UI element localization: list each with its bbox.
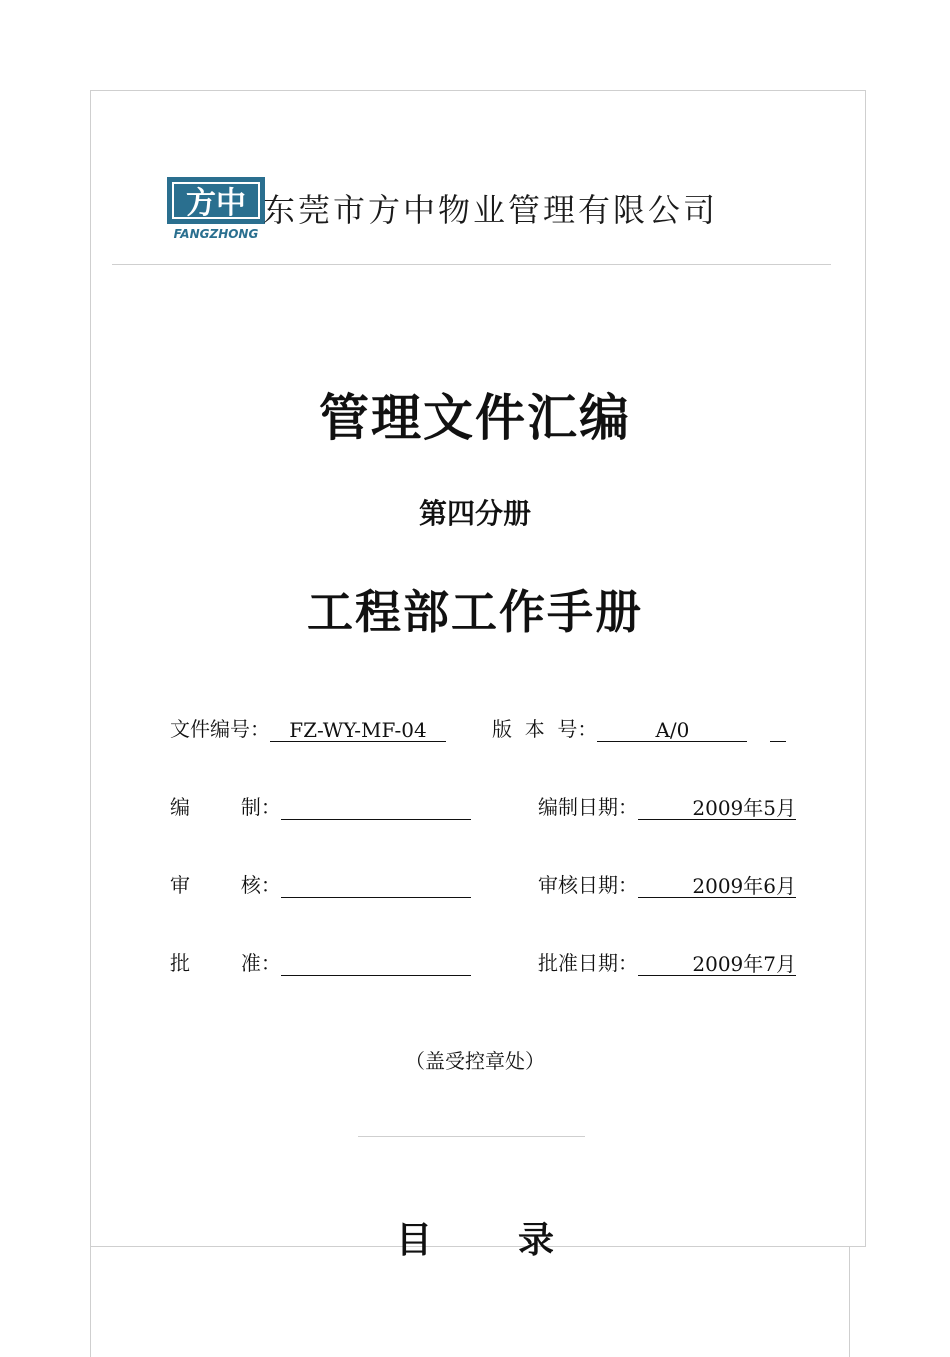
- main-title: 管理文件汇编: [319, 389, 631, 447]
- approve-row: [170, 947, 471, 976]
- department-title: 工程部工作手册: [307, 585, 643, 639]
- approve-label: 批 准：: [170, 951, 281, 975]
- toc-char-1: 目: [395, 1220, 432, 1261]
- doc-number-label: 文件编号：: [170, 717, 270, 741]
- compiled-date-value: 2009年5月: [638, 797, 796, 820]
- approve-date-label: 批准日期：: [538, 951, 638, 975]
- doc-number-row: [170, 713, 446, 742]
- compiled-date-row: [538, 791, 796, 820]
- version-trailing-line: [770, 719, 786, 742]
- version-value: A/0: [597, 719, 747, 742]
- version-row: [492, 713, 786, 742]
- approve-signature-line: [281, 953, 471, 976]
- toc-char-2: 录: [518, 1220, 555, 1261]
- logo-text: 方中: [186, 186, 246, 221]
- review-date-label: 审核日期：: [538, 873, 638, 897]
- review-signature-line: [281, 875, 471, 898]
- review-row: [170, 869, 471, 898]
- compiled-signature-line: [281, 797, 471, 820]
- version-label: 版 本 号：: [492, 717, 598, 741]
- approve-date-value: 2009年7月: [638, 953, 796, 976]
- footer-divider: [358, 1136, 585, 1137]
- next-page-border: [90, 1247, 850, 1357]
- stamp-placeholder: （盖受控章处）: [405, 1049, 545, 1073]
- compiled-row: [170, 791, 471, 820]
- review-date-row: [538, 869, 796, 898]
- compiled-date-label: 编制日期：: [538, 795, 638, 819]
- doc-number-value: FZ-WY-MF-04: [270, 719, 446, 742]
- volume-title: 第四分册: [418, 497, 531, 530]
- review-date-value: 2009年6月: [638, 875, 796, 898]
- document-header: [167, 177, 767, 241]
- review-label: 审 核：: [170, 873, 281, 897]
- compiled-label: 编 制：: [170, 795, 281, 819]
- logo-subtext: FANGZHONG: [173, 227, 259, 240]
- company-logo: [167, 177, 265, 240]
- company-name: 东莞市方中物业管理有限公司: [263, 191, 719, 229]
- approve-date-row: [538, 947, 796, 976]
- toc-heading: [0, 1212, 950, 1263]
- header-divider: [112, 264, 831, 265]
